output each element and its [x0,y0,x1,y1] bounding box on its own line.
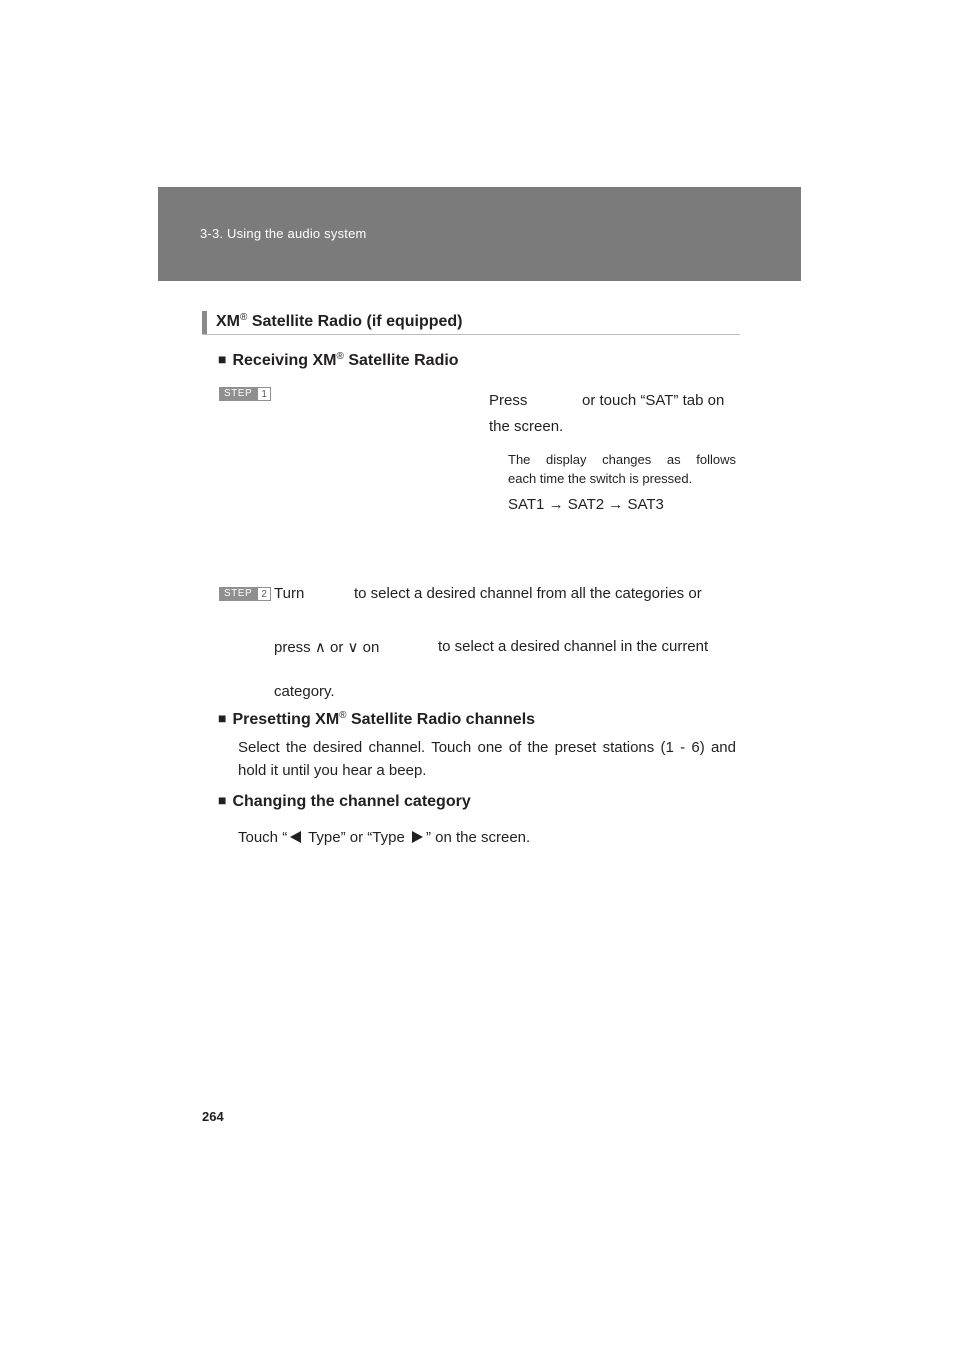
presetting-heading [218,711,535,729]
step1-line2: the screen. [489,418,564,435]
header-section-title: 3-3. Using the audio system [200,226,367,241]
presetting-body-line2: hold it until you hear a beep. [238,762,427,779]
step-number: 2 [257,587,271,601]
changing-heading [218,793,471,811]
step2-line3: category. [274,683,335,700]
step2-line1-b: to select a desired channel from all the categories or [354,585,702,602]
registered-mark: ® [336,351,344,362]
square-bullet-icon: ■ [218,351,227,367]
step2-line1-a: Turn [274,585,305,602]
step2-line2-a: press ∧ or ∨ on [274,639,380,656]
step1-line1-b: or touch “SAT” tab on [582,392,725,409]
section-title [216,313,463,331]
triangle-left-icon [290,831,301,843]
step-1-badge [219,387,271,401]
presetting-body-line1: Select the desired channel. Touch one of the preset stations (1 - 6) and [238,739,736,756]
changing-heading-text: Changing the channel category [232,793,471,810]
receiving-heading [218,352,459,370]
step-label: STEP [219,387,257,401]
registered-mark: ® [240,312,248,323]
receiving-heading-rest: Satellite Radio [343,352,459,369]
registered-mark: ® [339,710,347,721]
section-title-prefix: XM [216,313,240,330]
changing-body [238,829,530,846]
changing-body-b: Type” or “Type [304,829,409,846]
step1-note-line2: each time the switch is pressed. [508,471,693,486]
step2-line2-b: to select a desired channel in the current [438,638,709,655]
changing-body-c: ” on the screen. [425,829,531,846]
section-accent [202,311,207,334]
triangle-right-icon [412,831,423,843]
step1-sequence: SAT1 → SAT2 → SAT3 [508,496,664,513]
square-bullet-icon: ■ [218,710,227,726]
step-number: 1 [257,387,271,401]
step1-note-line1: The display changes as follows [508,452,736,467]
step-2-badge [219,587,271,601]
header-band [158,187,801,281]
page-number: 264 [202,1109,224,1124]
presetting-heading-prefix: Presetting XM [232,711,340,728]
section-title-rest: Satellite Radio (if equipped) [247,313,463,330]
presetting-heading-rest: Satellite Radio channels [346,711,536,728]
step-label: STEP [219,587,257,601]
receiving-heading-prefix: Receiving XM [232,352,337,369]
square-bullet-icon: ■ [218,792,227,808]
section-title-bar [202,311,740,335]
step1-line1-a: Press [489,392,528,409]
changing-body-a: Touch “ [238,829,288,846]
